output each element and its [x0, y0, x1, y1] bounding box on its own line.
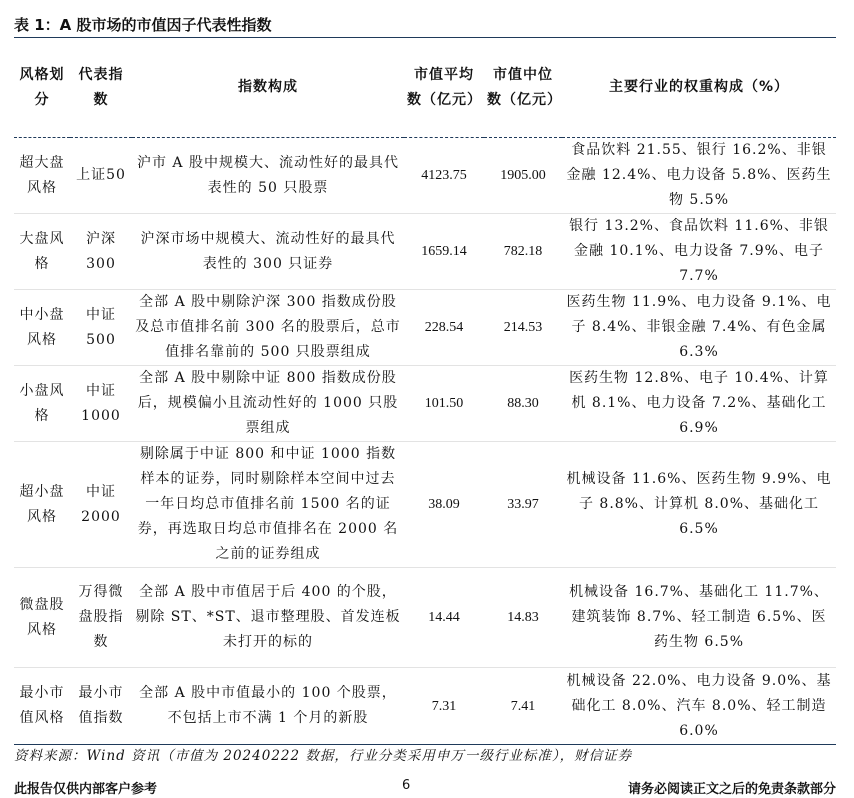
row-style: 中小盘风格: [19, 306, 65, 348]
page-footer: [14, 778, 836, 798]
row-desc: 全部 A 股中市值最小的 100 个股票，不包括上市不满 1 个月的新股: [139, 685, 397, 726]
header-avg: 市值平均数（亿元）: [407, 66, 482, 108]
row-median: 33.97: [507, 497, 539, 512]
table-row: [14, 568, 836, 668]
row-weights: 机械设备 11.6%、医药生物 9.9%、电子 8.8%、计算机 8.0%、基础化工 6.5%: [566, 471, 832, 537]
row-code: 中证500: [86, 306, 116, 348]
row-style: 大盘风格: [19, 230, 65, 272]
row-desc: 全部 A 股中市值居于后 400 的个股，剔除 ST、*ST、退市整理股、首发连板未打开的标的: [135, 584, 401, 650]
row-desc: 剔除属于中证 800 和中证 1000 指数样本的证券，同时剔除样本空间中过去一年日均总市值排名前 1500 名的证券，再选取日均总市值排名在 2000 名之前的证券组成: [137, 446, 399, 562]
row-median: 88.30: [507, 396, 539, 411]
row-median: 214.53: [503, 320, 543, 335]
source-note: 资料来源：Wind 资讯（市值为 20240222 数据，行业分类采用申万一级行业标准），财信证券: [14, 748, 633, 764]
row-avg: 1659.14: [421, 244, 467, 259]
row-style: 超小盘风格: [19, 483, 65, 525]
row-weights: 医药生物 11.9%、电力设备 9.1%、电子 8.4%、非银金融 7.4%、有色金属 6.3%: [566, 294, 832, 360]
table-header-row: [14, 38, 836, 138]
row-code: 万得微盘股指数: [78, 584, 124, 650]
row-desc: 全部 A 股中剔除中证 800 指数成份股后，规模偏小且流动性好的 1000 只股票组成: [137, 370, 399, 436]
row-code: 上证50: [76, 167, 126, 183]
row-code: 沪深300: [86, 230, 116, 272]
row-weights: 机械设备 22.0%、电力设备 9.0%、基础化工 8.0%、汽车 8.0%、轻工制造 6.0%: [566, 672, 832, 739]
row-avg: 7.31: [431, 698, 457, 714]
row-weights: 银行 13.2%、食品饮料 11.6%、非银金融 10.1%、电力设备 7.9%、电子 7.7%: [569, 218, 829, 284]
row-style: 最小市值风格: [19, 685, 65, 726]
row-avg: 101.50: [424, 396, 464, 411]
header-weights: 主要行业的权重构成（%）: [608, 79, 790, 95]
table-row: [14, 668, 836, 745]
row-weights: 医药生物 12.8%、电子 10.4%、计算机 8.1%、电力设备 7.2%、基础化工 6.9%: [569, 370, 829, 436]
header-desc: 指数构成: [238, 79, 298, 95]
header-median: 市值中位数（亿元）: [487, 66, 562, 108]
row-desc: 沪市 A 股中规模大、流动性好的最具代表性的 50 只股票: [136, 154, 399, 196]
row-code: 中证1000: [81, 382, 121, 424]
row-code: 最小市值指数: [78, 685, 124, 726]
row-style: 超大盘风格: [19, 154, 65, 196]
row-median: 1905.00: [500, 168, 546, 183]
row-avg: 228.54: [424, 320, 464, 335]
header-style: 风格划分: [19, 66, 65, 108]
table-row: [14, 290, 836, 366]
row-median: 782.18: [503, 244, 543, 259]
row-style: 小盘风格: [19, 382, 65, 424]
table-row: [14, 366, 836, 442]
row-weights: 机械设备 16.7%、基础化工 11.7%、建筑装饰 8.7%、轻工制造 6.5%、医药生物 6.5%: [569, 584, 829, 650]
row-code: 中证2000: [81, 483, 121, 525]
table-title: 表 1：A 股市场的市值因子代表性指数: [14, 16, 272, 34]
table-row: [14, 138, 836, 214]
row-weights: 食品饮料 21.55、银行 16.2%、非银金融 12.4%、电力设备 5.8%、医药生物 5.5%: [566, 142, 832, 208]
row-desc: 全部 A 股中剔除沪深 300 指数成份股及总市值排名前 300 名的股票后，总市值排名靠前的 500 只股票组成: [135, 294, 401, 360]
row-avg: 14.44: [428, 610, 460, 625]
row-median: 7.41: [510, 698, 536, 714]
row-avg: 38.09: [428, 497, 460, 512]
row-avg: 4123.75: [421, 168, 467, 183]
row-median: 14.83: [507, 610, 539, 625]
header-code: 代表指数: [78, 66, 124, 108]
footer-notice: 请务必阅读正文之后的免责条款部分: [627, 782, 836, 797]
footer-disclaimer: 此报告仅供内部客户参考: [14, 782, 158, 797]
market-cap-index-table: [14, 38, 836, 745]
page-number: 6: [402, 778, 411, 793]
row-style: 微盘股风格: [19, 596, 65, 638]
row-desc: 沪深市场中规模大、流动性好的最具代表性的 300 只证券: [140, 230, 396, 272]
table-row: [14, 214, 836, 290]
table-row: [14, 442, 836, 568]
